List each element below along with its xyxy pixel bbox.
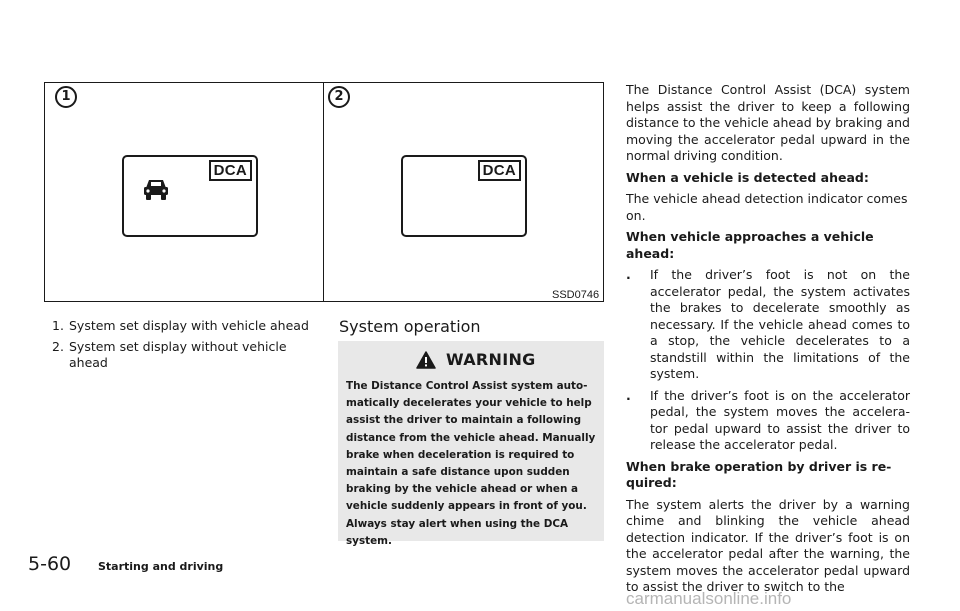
figure-divider (323, 82, 324, 302)
callout-2: 2 (328, 86, 350, 108)
caption-2: 2. System set display without vehicle (52, 339, 287, 354)
watermark: carmanualsonline.info (626, 589, 792, 608)
vehicle-ahead-icon (143, 177, 169, 201)
warning-box (338, 341, 604, 547)
bullet-item: . If the driver’s foot is on the accelerator pedal, the system moves the accelera-tor pedal upward to assist the driver to release the accelerator pedal. (626, 387, 910, 452)
dca-indicator: DCA (478, 160, 521, 181)
warning-triangle-icon (416, 351, 436, 369)
heading-vehicle-detected: When a vehicle is detected ahead: (626, 169, 869, 185)
heading-brake-required: When brake operation by driver is re-quired: (626, 458, 892, 490)
page-number: 5-60 (28, 553, 72, 575)
caption-2-continued: ahead (69, 355, 108, 370)
figure-code: SSD0746 (552, 289, 600, 301)
display-screen-with-vehicle (122, 155, 258, 237)
section-title: System operation (339, 317, 481, 336)
chapter-title: Starting and driving (98, 560, 224, 573)
right-column (626, 82, 910, 596)
display-screen-without-vehicle (401, 155, 527, 237)
warning-text: The Distance Control Assist system auto- matically decelerates your vehicle to help assist the driver to maintain a following distance from the vehicle ahead. Manually brake when deceleration is required to maintain a safe distance upon sudden braking by the vehicle ahead or when a vehicle suddenly appears in front of you. Always stay alert when using the DCA system. (346, 380, 596, 547)
caption-1: 1. System set display with vehicle ahead (52, 318, 309, 333)
callout-1: 1 (55, 86, 77, 108)
heading-vehicle-approaches: When vehicle approaches a vehicle ahead: (626, 229, 874, 261)
paragraph-indicator: The vehicle ahead detection indicator comes on. (626, 191, 908, 223)
warning-label: WARNING (446, 350, 536, 369)
intro-paragraph: The Distance Control Assist (DCA) system helps assist the driver to keep a following distance to the vehicle ahead by braking and moving the accelerator pedal upward in the normal driving condition. (626, 82, 910, 163)
bullet-item: . If the driver’s foot is not on the accelerator pedal, the system activates the brakes to decelerate smoothly as necessary. If the vehicle ahead comes to a stop, the vehicle decelerates to a standstill within the limitations of the system. (626, 267, 910, 381)
paragraph-warning-chime: The system alerts the driver by a warning chime and blinking the vehicle ahead detection indicator. If the driver’s foot is on the accelerator pedal after the warning, the system moves the accelerator pedal upward to assist the driver to switch to the (626, 496, 910, 594)
dca-indicator: DCA (209, 160, 252, 181)
